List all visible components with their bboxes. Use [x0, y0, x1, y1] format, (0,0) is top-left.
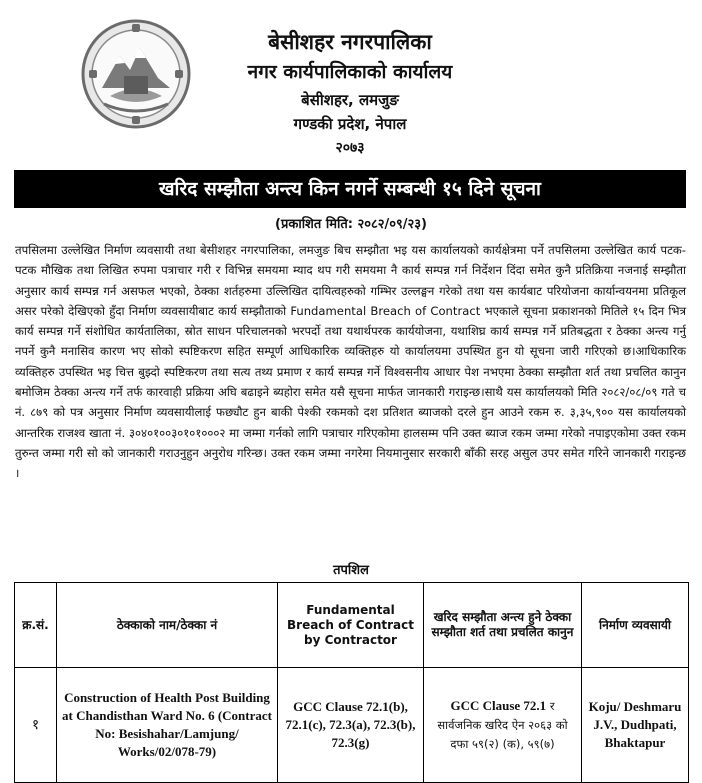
- notice-body: तपसिलमा उल्लेखित निर्माण व्यवसायी तथा बेसीशहर नगरपालिका, लमजुङ बिच सम्झौता भइ यस कार्यालयको कार्यक्षेत्रमा पर्ने तपसिलमा उल्लेखित कार्य पटक-पटक मौखिक तथा लिखित रुपमा पत्राचार गरी र विभिन्न समयमा म्याद थप गरी समयमा नै कार्य सम्पन्न गर्न निर्देशन दिंदा समेत कुनै प्रतिक्रिया नजनाई सम्झौता अनुसार कार्य सम्पन्न गर्न असफल भएको, ठेक्का शर्तहरुमा उल्लिखित दायित्वहरुको गम्भिर उल्लङ्घन गरेको तथा यस कार्यबाट परियोजना कार्यान्वयनमा प्रतिकूल असर परेको देखिएको हुँदा निर्माण व्यवसायीबाट कार्य सम्झौताको Fundamental Breach of Contract भएकाले सूचना प्रकाशनको मितिले १५ दिन भित्र कार्य सम्पन्न गर्ने संशोधित कार्यतालिका, स्रोत साधन परिचालनको भरपर्दो तथा यथार्थपरक कार्ययोजना, यथाशिघ्र कार्य सम्पन्न गर्ने प्रतिबद्धता र ठेक्का अन्त्य गर्नु नपर्ने कुनै मनासिव कारण भए सोको स्पष्टिकरण सहित सम्पूर्ण आधिकारिक व्यक्तिहरु यो कार्यालयमा उपस्थित हुन यो सूचना जारी गरिएको छ।आधिकारिक व्यक्तिहरु उपस्थित भइ चित्त बुझ्दो स्पष्टिकरण तथा सत्य तथ्य प्रमाण र कार्य सम्पन्न गर्ने विश्वसनीय आधार पेश नभएमा ठेक्का सम्झौता शर्त तथा प्रचलित कानुन बमोजिम ठेक्का अन्त्य गर्ने तर्फ कारवाही प्रक्रिया अघि बढाइने ब्यहोरा समेत यसै सूचना मार्फत जानकारी गराइन्छ।साथै यस कार्यालयको मिति २०८२/०८/०९ गते च नं. ८७९ को पत्र अनुसार निर्माण व्यवसायीलाई फछ्यौट हुन बाकी पेश्की रकमको दश प्रतिशत ब्याजको दरले हुन आउने रकम रु. ३,३५,९०० यस कार्यालयको आन्तरिक राजश्व खाता नं. ३०४०१००३०१०१०००२ मा जम्मा गर्नको लागि पत्राचार गरिएकोमा हालसम्म पनि उक्त ब्याज रकम जम्मा गरेको नपाइएकोमा उक्त रकम तुरुन्त जम्मा गरी सो को जानकारी गराउनुहुन अनुरोध गरिन्छ। उक्त रकम जम्मा नगरेमा नियमानुसार सरकारी बाँकी सरह असुल उपर समेत गरिने जानकारी गराइन्छ ।: [15, 243, 686, 481]
- header-breach: Fundamental Breach of Contract by Contractor: [278, 583, 424, 668]
- schedule-title: तपशिल: [333, 563, 369, 578]
- header-law: खरिद सम्झौता अन्त्य हुने ठेक्का सम्झौता शर्त तथा प्रचलित कानुन: [424, 583, 582, 668]
- cell-contract-name: Construction of Health Post Building at Chandisthan Ward No. 6 (Contract No: Besishahar/Lamjung/ Works/02/078-79): [57, 668, 278, 783]
- notice-title: खरिद सम्झौता अन्त्य किन नगर्ने सम्बन्धी १५ दिने सूचना: [14, 170, 686, 208]
- office-address: बेसीशहर, लमजुङ: [301, 91, 399, 109]
- cell-contractor: Koju/ Deshmaru J.V., Dudhpati, Bhaktapur: [582, 668, 689, 783]
- cell-sn: १: [15, 668, 57, 783]
- law-clause: GCC Clause 72.1: [450, 697, 547, 713]
- schedule-table: [14, 582, 689, 783]
- header-contractor: निर्माण व्यवसायी: [582, 583, 689, 668]
- municipality-name: बेसीशहर नगरपालिका: [268, 30, 432, 54]
- table-row: [15, 668, 689, 783]
- published-date: (प्रकाशित मिति: २०८२/०९/२३): [275, 217, 427, 232]
- established-year: २०७३: [335, 140, 365, 156]
- law-clause-suffix: र: [546, 698, 555, 713]
- header-sn: क्र.सं.: [15, 583, 57, 668]
- header-contract-name: ठेक्काको नाम/ठेक्का नं: [57, 583, 278, 668]
- municipality-emblem-icon: [80, 18, 192, 130]
- province: गण्डकी प्रदेश, नेपाल: [293, 115, 407, 133]
- table-header-row: [15, 583, 689, 668]
- cell-law: [424, 668, 582, 783]
- cell-breach: GCC Clause 72.1(b), 72.1(c), 72.3(a), 72.3(b), 72.3(g): [278, 668, 424, 783]
- law-text: सार्वजनिक खरिद ऐन २०६३ को दफा ५९(२) (क), ५९(७): [437, 717, 568, 751]
- letterhead: [0, 0, 702, 170]
- office-name: नगर कार्यपालिकाको कार्यालय: [247, 61, 453, 83]
